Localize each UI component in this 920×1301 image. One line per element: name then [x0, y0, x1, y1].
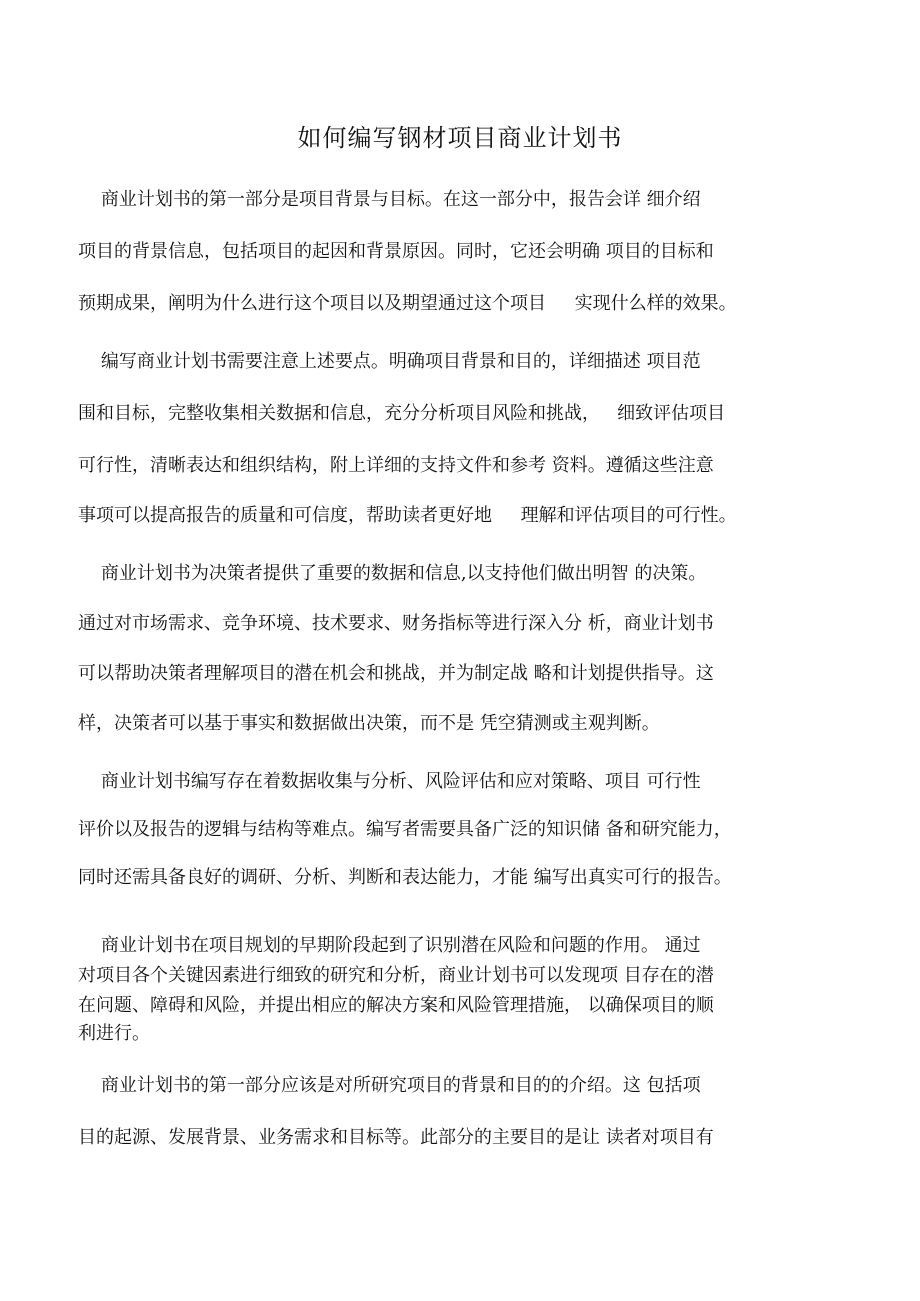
paragraph-line: 在问题、障碍和风险，并提出相应的解决方案和风险管理措施， 以确保项目的顺	[78, 995, 714, 1016]
paragraph-line: 样，决策者可以基于事实和数据做出决策，而不是 凭空猜测或主观判断。	[78, 713, 660, 734]
paragraph-line: 商业计划书为决策者提供了重要的数据和信息,以支持他们做出明智 的决策。	[78, 563, 707, 584]
paragraph-line: 同时还需具备良好的调研、分析、判断和表达能力，才能 编写出真实可行的报告。	[78, 867, 732, 888]
paragraph-line: 商业计划书的第一部分应该是对所研究项目的背景和目的的介绍。这 包括项	[78, 1075, 701, 1096]
paragraph-line: 可以帮助决策者理解项目的潜在机会和挑战，并为制定战 略和计划提供指导。这	[78, 663, 714, 684]
paragraph-line: 利进行。	[78, 1023, 150, 1044]
paragraph-line: 事项可以提高报告的质量和可信度，帮助读者更好地 理解和评估项目的可行性。	[78, 505, 737, 526]
paragraph-line: 围和目标，完整收集相关数据和信息，充分分析项目风险和挑战， 细致评估项目	[78, 403, 726, 424]
paragraph-line: 商业计划书编写存在着数据收集与分析、风险评估和应对策略、项目 可行性	[78, 771, 701, 792]
paragraph-line: 通过对市场需求、竞争环境、技术要求、财务指标等进行深入分 析，商业计划书	[78, 613, 714, 634]
paragraph-line: 评价以及报告的逻辑与结构等难点。编写者需要具备广泛的知识储 备和研究能力，	[78, 819, 732, 840]
paragraph-line: 目的起源、发展背景、业务需求和目标等。此部分的主要目的是让 读者对项目有	[78, 1127, 714, 1148]
paragraph-line: 编写商业计划书需要注意上述要点。明确项目背景和目的，详细描述 项目范	[78, 351, 701, 372]
document-title: 如何编写钢材项目商业计划书	[297, 124, 623, 152]
paragraph-line: 可行性，清晰表达和组织结构，附上详细的支持文件和参考 资料。遵循这些注意	[78, 455, 714, 476]
paragraph-line: 商业计划书在项目规划的早期阶段起到了识别潜在风险和问题的作用。 通过	[78, 935, 701, 956]
paragraph-line: 对项目各个关键因素进行细致的研究和分析，商业计划书可以发现项 目存在的潜	[78, 965, 714, 986]
paragraph-line: 商业计划书的第一部分是项目背景与目标。在这一部分中，报告会详 细介绍	[78, 189, 701, 210]
paragraph-line: 预期成果，阐明为什么进行这个项目以及期望通过这个项目 实现什么样的效果。	[78, 293, 737, 314]
paragraph-line: 项目的背景信息，包括项目的起因和背景原因。同时，它还会明确 项目的目标和	[78, 241, 714, 262]
